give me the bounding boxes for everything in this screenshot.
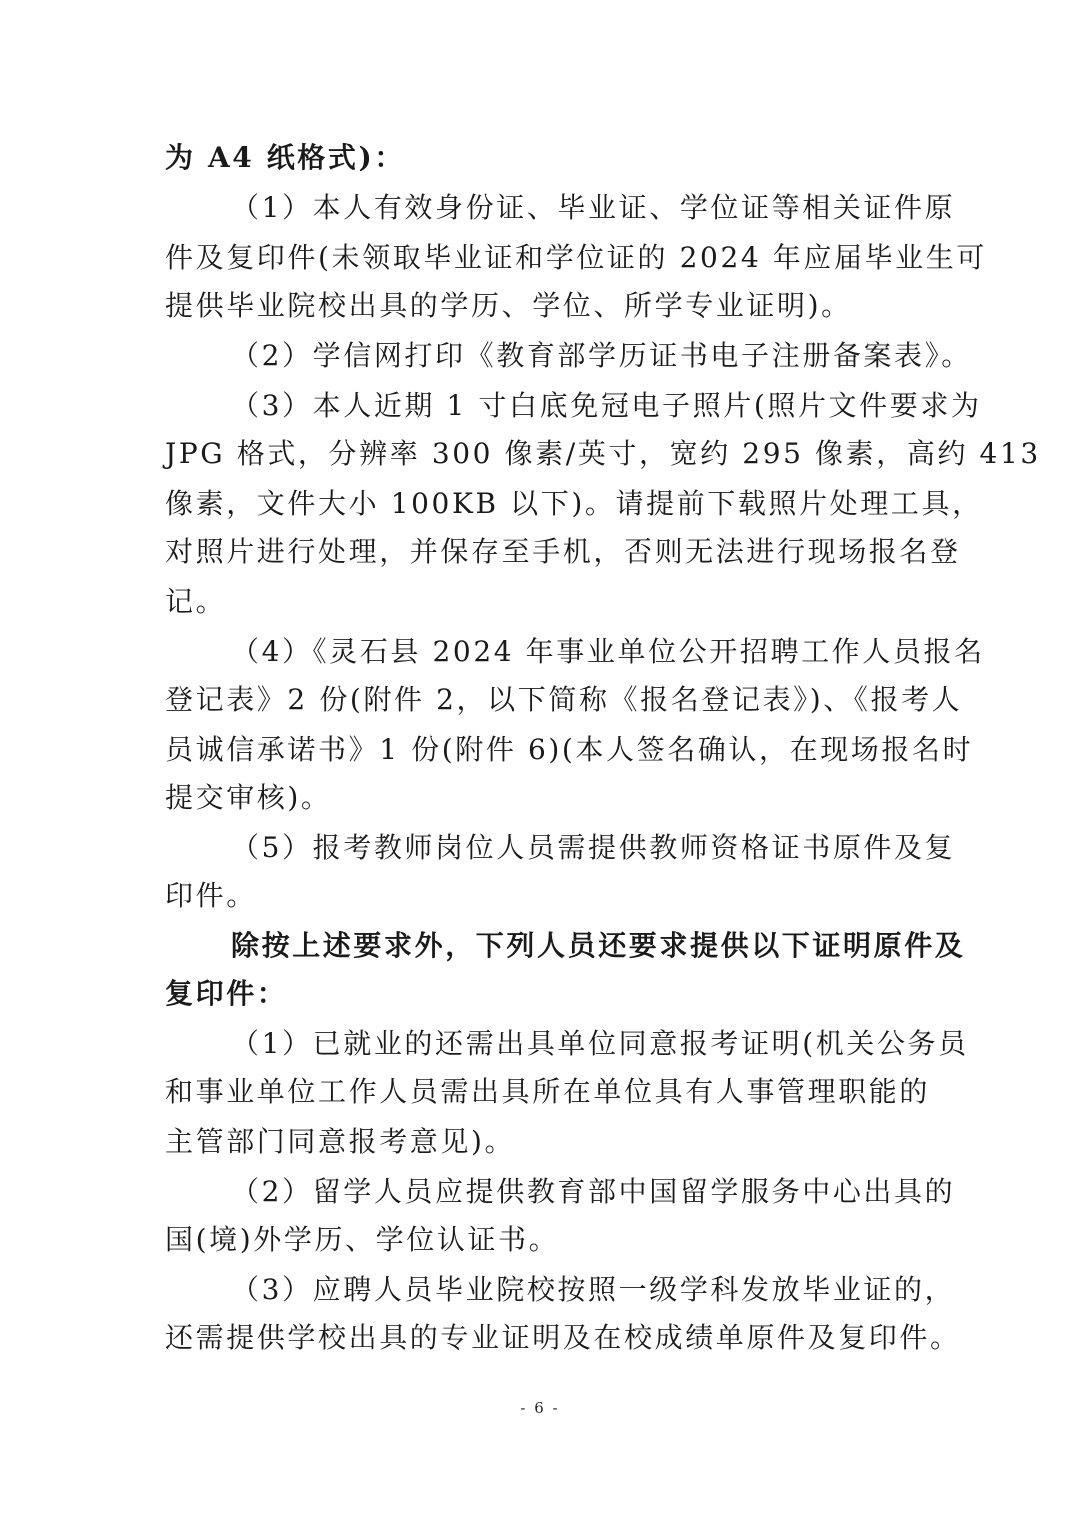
item-1-line-2: 件及复印件(未领取毕业证和学位证的 2024 年应届毕业生可 — [165, 241, 987, 274]
extra-item-2-line-1: （2）留学人员应提供教育部中国留学服务中心出具的 — [231, 1175, 956, 1208]
extra-item-3-line-1: （3）应聘人员毕业院校按照一级学科发放毕业证的， — [231, 1273, 956, 1306]
item-4-line-1: （4）《灵石县 2024 年事业单位公开招聘工作人员报名 — [231, 635, 985, 668]
item-3-line-1: （3）本人近期 1 寸白底免冠电子照片(照片文件要求为 — [231, 389, 982, 422]
item-1-line-1: （1）本人有效身份证、毕业证、学位证等相关证件原 — [231, 191, 956, 224]
extra-item-3-line-2: 还需提供学校出具的专业证明及在校成绩单原件及复印件。 — [165, 1321, 961, 1354]
item-3-line-5: 记。 — [165, 585, 227, 618]
continued-heading-line: 为 A4 纸格式)： — [165, 141, 405, 174]
item-4-line-3: 员诚信承诺书》1 份(附件 6)(本人签名确认，在现场报名时 — [165, 733, 974, 766]
extra-item-1-line-2: 和事业单位工作人员需出具所在单位具有人事管理职能的 — [165, 1075, 931, 1108]
item-2-line-1: （2）学信网打印《教育部学历证书电子注册备案表》。 — [231, 339, 972, 372]
extra-item-1-line-1: （1）已就业的还需出具单位同意报考证明(机关公务员 — [231, 1027, 969, 1060]
item-4-line-2: 登记表》2 份(附件 2，以下简称《报名登记表》)、《报考人 — [165, 683, 963, 716]
item-5-line-2: 印件。 — [165, 879, 257, 912]
item-3-line-4: 对照片进行处理，并保存至手机，否则无法进行现场报名登 — [165, 535, 961, 568]
item-1-line-3: 提供毕业院校出具的学历、学位、所学专业证明)。 — [165, 289, 852, 322]
extra-item-2-line-2: 国(境)外学历、学位认证书。 — [165, 1223, 560, 1256]
item-5-line-1: （5）报考教师岗位人员需提供教师资格证书原件及复 — [231, 831, 956, 864]
page-number: - 6 - — [520, 1399, 560, 1417]
additional-requirements-heading-line-2: 复印件： — [165, 977, 288, 1010]
item-3-line-2: JPG 格式，分辨率 300 像素/英寸，宽约 295 像素，高约 413 — [165, 437, 1041, 470]
item-3-line-3: 像素，文件大小 100KB 以下)。请提前下载照片处理工具， — [165, 487, 983, 520]
item-4-line-4: 提交审核)。 — [165, 781, 332, 814]
additional-requirements-heading-line-1: 除按上述要求外，下列人员还要求提供以下证明原件及 — [231, 929, 966, 962]
extra-item-1-line-3: 主管部门同意报考意见)。 — [165, 1125, 516, 1158]
